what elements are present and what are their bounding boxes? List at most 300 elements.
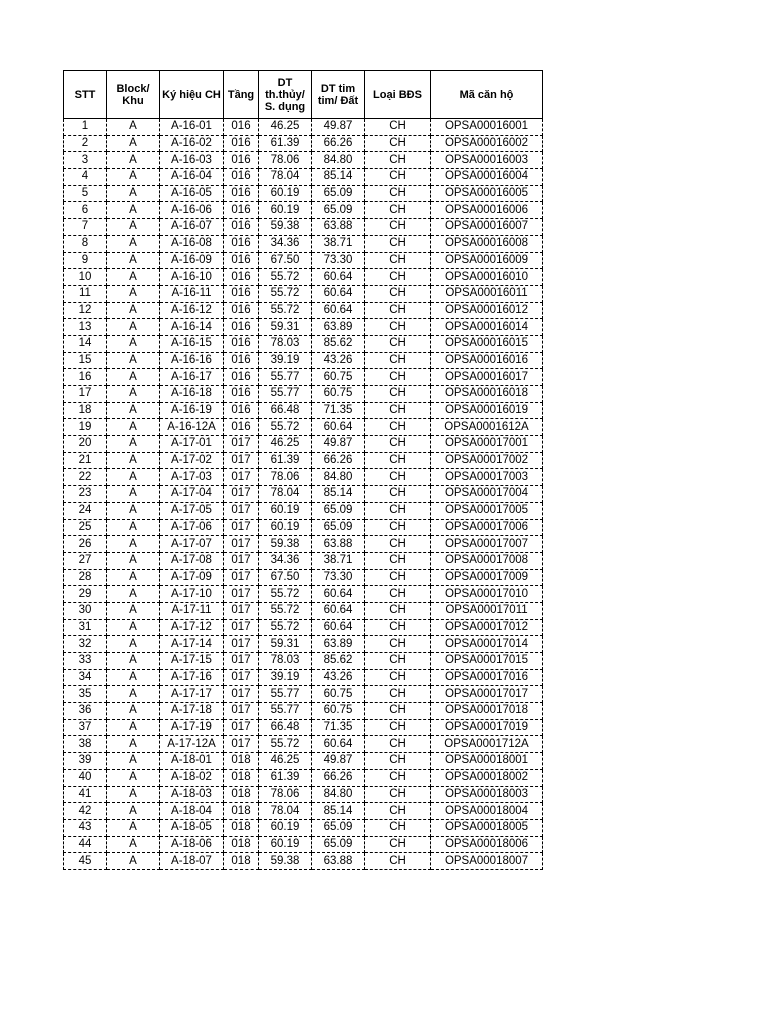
block-cell: A (107, 536, 160, 553)
apt-id-cell: OPSA00016019 (431, 402, 543, 419)
block-cell: A (107, 602, 160, 619)
apt-id-cell: OPSA00018006 (431, 836, 543, 853)
stt-cell: 4 (64, 169, 107, 186)
stt-cell: 35 (64, 686, 107, 703)
floor-cell: 016 (224, 119, 259, 136)
stt-cell: 26 (64, 536, 107, 553)
header-stt: STT (64, 71, 107, 119)
code-cell: A-17-02 (160, 452, 224, 469)
area-wall-cell: 60.64 (312, 269, 365, 286)
stt-cell: 9 (64, 252, 107, 269)
area-use-cell: 59.38 (259, 219, 312, 236)
header-area-use: DT th.thủy/ S. dụng (259, 71, 312, 119)
block-cell: A (107, 719, 160, 736)
code-cell: A-16-12A (160, 419, 224, 436)
stt-cell: 44 (64, 836, 107, 853)
area-wall-cell: 84.80 (312, 469, 365, 486)
stt-cell: 12 (64, 302, 107, 319)
floor-cell: 016 (224, 386, 259, 403)
block-cell: A (107, 753, 160, 770)
block-cell: A (107, 335, 160, 352)
apt-id-cell: OPSA00017016 (431, 669, 543, 686)
area-use-cell: 55.77 (259, 703, 312, 720)
area-wall-cell: 71.35 (312, 402, 365, 419)
floor-cell: 016 (224, 235, 259, 252)
table-row (64, 753, 543, 770)
type-cell: CH (365, 836, 431, 853)
apartment-table (63, 70, 543, 870)
apt-id-cell: OPSA00016008 (431, 235, 543, 252)
block-cell: A (107, 853, 160, 870)
area-use-cell: 55.72 (259, 302, 312, 319)
header-area-wall: DT tim tim/ Đất (312, 71, 365, 119)
block-cell: A (107, 352, 160, 369)
area-use-cell: 66.48 (259, 719, 312, 736)
apt-id-cell: OPSA00017005 (431, 502, 543, 519)
table-row (64, 602, 543, 619)
stt-cell: 45 (64, 853, 107, 870)
table-row (64, 352, 543, 369)
stt-cell: 34 (64, 669, 107, 686)
type-cell: CH (365, 219, 431, 236)
table-row (64, 853, 543, 870)
code-cell: A-16-08 (160, 235, 224, 252)
area-use-cell: 59.31 (259, 636, 312, 653)
area-wall-cell: 65.09 (312, 502, 365, 519)
area-wall-cell: 49.87 (312, 753, 365, 770)
stt-cell: 13 (64, 319, 107, 336)
stt-cell: 20 (64, 436, 107, 453)
block-cell: A (107, 202, 160, 219)
area-use-cell: 59.38 (259, 536, 312, 553)
apt-id-cell: OPSA00016001 (431, 119, 543, 136)
apt-id-cell: OPSA00016003 (431, 152, 543, 169)
table-row (64, 436, 543, 453)
code-cell: A-16-14 (160, 319, 224, 336)
apt-id-cell: OPSA00017015 (431, 653, 543, 670)
floor-cell: 017 (224, 536, 259, 553)
apt-id-cell: OPSA00017018 (431, 703, 543, 720)
type-cell: CH (365, 202, 431, 219)
table-row (64, 386, 543, 403)
stt-cell: 30 (64, 602, 107, 619)
area-wall-cell: 85.62 (312, 335, 365, 352)
block-cell: A (107, 469, 160, 486)
floor-cell: 016 (224, 135, 259, 152)
apt-id-cell: OPSA00017019 (431, 719, 543, 736)
area-wall-cell: 43.26 (312, 352, 365, 369)
stt-cell: 39 (64, 753, 107, 770)
area-wall-cell: 60.64 (312, 586, 365, 603)
table-row (64, 302, 543, 319)
area-use-cell: 78.03 (259, 653, 312, 670)
block-cell: A (107, 502, 160, 519)
area-use-cell: 55.72 (259, 586, 312, 603)
stt-cell: 19 (64, 419, 107, 436)
apt-id-cell: OPSA00017007 (431, 536, 543, 553)
block-cell: A (107, 486, 160, 503)
type-cell: CH (365, 653, 431, 670)
area-wall-cell: 60.75 (312, 386, 365, 403)
block-cell: A (107, 669, 160, 686)
apt-id-cell: OPSA00016011 (431, 285, 543, 302)
area-wall-cell: 71.35 (312, 719, 365, 736)
table-row (64, 419, 543, 436)
table-row (64, 452, 543, 469)
block-cell: A (107, 419, 160, 436)
area-wall-cell: 66.26 (312, 452, 365, 469)
code-cell: A-16-19 (160, 402, 224, 419)
code-cell: A-16-05 (160, 185, 224, 202)
floor-cell: 017 (224, 703, 259, 720)
area-use-cell: 55.72 (259, 285, 312, 302)
table-row (64, 319, 543, 336)
area-wall-cell: 85.14 (312, 486, 365, 503)
stt-cell: 32 (64, 636, 107, 653)
stt-cell: 17 (64, 386, 107, 403)
code-cell: A-18-02 (160, 769, 224, 786)
floor-cell: 017 (224, 686, 259, 703)
area-wall-cell: 66.26 (312, 769, 365, 786)
apt-id-cell: OPSA00017014 (431, 636, 543, 653)
block-cell: A (107, 302, 160, 319)
area-wall-cell: 49.87 (312, 119, 365, 136)
type-cell: CH (365, 419, 431, 436)
table-row (64, 836, 543, 853)
header-code: Ký hiệu CH (160, 71, 224, 119)
floor-cell: 016 (224, 285, 259, 302)
table-row (64, 119, 543, 136)
area-use-cell: 60.19 (259, 819, 312, 836)
stt-cell: 23 (64, 486, 107, 503)
area-wall-cell: 84.80 (312, 786, 365, 803)
stt-cell: 31 (64, 619, 107, 636)
stt-cell: 36 (64, 703, 107, 720)
type-cell: CH (365, 786, 431, 803)
table-row (64, 335, 543, 352)
area-use-cell: 78.04 (259, 169, 312, 186)
code-cell: A-16-11 (160, 285, 224, 302)
area-use-cell: 78.04 (259, 486, 312, 503)
floor-cell: 017 (224, 436, 259, 453)
area-wall-cell: 65.09 (312, 202, 365, 219)
apt-id-cell: OPSA00016017 (431, 369, 543, 386)
code-cell: A-16-16 (160, 352, 224, 369)
stt-cell: 7 (64, 219, 107, 236)
apt-id-cell: OPSA00018002 (431, 769, 543, 786)
code-cell: A-16-07 (160, 219, 224, 236)
apt-id-cell: OPSA00016009 (431, 252, 543, 269)
area-wall-cell: 85.14 (312, 803, 365, 820)
floor-cell: 017 (224, 602, 259, 619)
floor-cell: 017 (224, 486, 259, 503)
type-cell: CH (365, 803, 431, 820)
area-use-cell: 60.19 (259, 519, 312, 536)
area-use-cell: 61.39 (259, 135, 312, 152)
type-cell: CH (365, 119, 431, 136)
type-cell: CH (365, 386, 431, 403)
type-cell: CH (365, 486, 431, 503)
block-cell: A (107, 686, 160, 703)
apt-id-cell: OPSA00017002 (431, 452, 543, 469)
type-cell: CH (365, 736, 431, 753)
area-wall-cell: 60.64 (312, 302, 365, 319)
type-cell: CH (365, 636, 431, 653)
stt-cell: 27 (64, 552, 107, 569)
floor-cell: 016 (224, 152, 259, 169)
floor-cell: 017 (224, 586, 259, 603)
type-cell: CH (365, 719, 431, 736)
block-cell: A (107, 119, 160, 136)
area-use-cell: 61.39 (259, 452, 312, 469)
block-cell: A (107, 552, 160, 569)
apt-id-cell: OPSA0001612A (431, 419, 543, 436)
type-cell: CH (365, 819, 431, 836)
type-cell: CH (365, 335, 431, 352)
type-cell: CH (365, 552, 431, 569)
apt-id-cell: OPSA00017008 (431, 552, 543, 569)
block-cell: A (107, 653, 160, 670)
code-cell: A-16-01 (160, 119, 224, 136)
block-cell: A (107, 235, 160, 252)
type-cell: CH (365, 185, 431, 202)
type-cell: CH (365, 319, 431, 336)
table-row (64, 219, 543, 236)
code-cell: A-18-04 (160, 803, 224, 820)
type-cell: CH (365, 235, 431, 252)
stt-cell: 41 (64, 786, 107, 803)
area-wall-cell: 38.71 (312, 552, 365, 569)
apt-id-cell: OPSA00017004 (431, 486, 543, 503)
floor-cell: 016 (224, 169, 259, 186)
floor-cell: 016 (224, 202, 259, 219)
stt-cell: 25 (64, 519, 107, 536)
floor-cell: 018 (224, 853, 259, 870)
table-row (64, 819, 543, 836)
area-wall-cell: 60.64 (312, 419, 365, 436)
code-cell: A-17-09 (160, 569, 224, 586)
floor-cell: 016 (224, 369, 259, 386)
code-cell: A-16-17 (160, 369, 224, 386)
code-cell: A-17-07 (160, 536, 224, 553)
block-cell: A (107, 319, 160, 336)
apt-id-cell: OPSA00018007 (431, 853, 543, 870)
header-block: Block/ Khu (107, 71, 160, 119)
floor-cell: 017 (224, 519, 259, 536)
floor-cell: 017 (224, 636, 259, 653)
floor-cell: 016 (224, 419, 259, 436)
area-wall-cell: 73.30 (312, 569, 365, 586)
area-use-cell: 60.19 (259, 502, 312, 519)
area-wall-cell: 65.09 (312, 519, 365, 536)
apt-id-cell: OPSA00018003 (431, 786, 543, 803)
type-cell: CH (365, 285, 431, 302)
stt-cell: 40 (64, 769, 107, 786)
area-wall-cell: 73.30 (312, 252, 365, 269)
block-cell: A (107, 586, 160, 603)
area-use-cell: 55.72 (259, 619, 312, 636)
header-type: Loại BĐS (365, 71, 431, 119)
table-row (64, 569, 543, 586)
code-cell: A-18-01 (160, 753, 224, 770)
area-use-cell: 78.04 (259, 803, 312, 820)
floor-cell: 017 (224, 502, 259, 519)
block-cell: A (107, 252, 160, 269)
area-use-cell: 55.72 (259, 419, 312, 436)
area-use-cell: 55.77 (259, 369, 312, 386)
apt-id-cell: OPSA00017001 (431, 436, 543, 453)
table-row (64, 486, 543, 503)
code-cell: A-17-06 (160, 519, 224, 536)
floor-cell: 017 (224, 569, 259, 586)
table-row (64, 686, 543, 703)
area-wall-cell: 38.71 (312, 235, 365, 252)
stt-cell: 1 (64, 119, 107, 136)
code-cell: A-16-18 (160, 386, 224, 403)
apt-id-cell: OPSA00016005 (431, 185, 543, 202)
type-cell: CH (365, 586, 431, 603)
stt-cell: 29 (64, 586, 107, 603)
area-use-cell: 60.19 (259, 185, 312, 202)
apt-id-cell: OPSA00017011 (431, 602, 543, 619)
block-cell: A (107, 269, 160, 286)
table-row (64, 202, 543, 219)
area-wall-cell: 60.64 (312, 602, 365, 619)
floor-cell: 017 (224, 669, 259, 686)
apt-id-cell: OPSA00016006 (431, 202, 543, 219)
code-cell: A-17-11 (160, 602, 224, 619)
apt-id-cell: OPSA00016004 (431, 169, 543, 186)
code-cell: A-17-05 (160, 502, 224, 519)
floor-cell: 017 (224, 736, 259, 753)
header-apt-id: Mã căn hộ (431, 71, 543, 119)
area-wall-cell: 65.09 (312, 185, 365, 202)
type-cell: CH (365, 619, 431, 636)
area-use-cell: 66.48 (259, 402, 312, 419)
type-cell: CH (365, 452, 431, 469)
area-use-cell: 55.72 (259, 736, 312, 753)
stt-cell: 10 (64, 269, 107, 286)
area-use-cell: 55.72 (259, 269, 312, 286)
area-wall-cell: 85.14 (312, 169, 365, 186)
block-cell: A (107, 819, 160, 836)
floor-cell: 016 (224, 252, 259, 269)
code-cell: A-16-09 (160, 252, 224, 269)
apt-id-cell: OPSA00017003 (431, 469, 543, 486)
area-use-cell: 78.06 (259, 469, 312, 486)
floor-cell: 016 (224, 219, 259, 236)
type-cell: CH (365, 686, 431, 703)
stt-cell: 37 (64, 719, 107, 736)
area-use-cell: 46.25 (259, 753, 312, 770)
stt-cell: 43 (64, 819, 107, 836)
table-row (64, 469, 543, 486)
area-use-cell: 67.50 (259, 569, 312, 586)
type-cell: CH (365, 536, 431, 553)
floor-cell: 016 (224, 335, 259, 352)
block-cell: A (107, 185, 160, 202)
floor-cell: 016 (224, 319, 259, 336)
block-cell: A (107, 219, 160, 236)
area-use-cell: 46.25 (259, 119, 312, 136)
stt-cell: 21 (64, 452, 107, 469)
block-cell: A (107, 436, 160, 453)
type-cell: CH (365, 569, 431, 586)
block-cell: A (107, 169, 160, 186)
block-cell: A (107, 135, 160, 152)
area-wall-cell: 63.88 (312, 219, 365, 236)
code-cell: A-18-06 (160, 836, 224, 853)
table-row (64, 402, 543, 419)
apt-id-cell: OPSA00017012 (431, 619, 543, 636)
floor-cell: 018 (224, 803, 259, 820)
floor-cell: 017 (224, 719, 259, 736)
block-cell: A (107, 803, 160, 820)
table-row (64, 703, 543, 720)
table-row (64, 235, 543, 252)
table-row (64, 803, 543, 820)
area-wall-cell: 65.09 (312, 836, 365, 853)
apt-id-cell: OPSA00016014 (431, 319, 543, 336)
area-use-cell: 39.19 (259, 669, 312, 686)
code-cell: A-17-17 (160, 686, 224, 703)
block-cell: A (107, 285, 160, 302)
table-row (64, 152, 543, 169)
table-row (64, 536, 543, 553)
area-use-cell: 61.39 (259, 769, 312, 786)
floor-cell: 018 (224, 836, 259, 853)
block-cell: A (107, 703, 160, 720)
stt-cell: 14 (64, 335, 107, 352)
apt-id-cell: OPSA00017010 (431, 586, 543, 603)
stt-cell: 3 (64, 152, 107, 169)
type-cell: CH (365, 352, 431, 369)
floor-cell: 017 (224, 552, 259, 569)
floor-cell: 018 (224, 753, 259, 770)
floor-cell: 016 (224, 352, 259, 369)
area-use-cell: 39.19 (259, 352, 312, 369)
area-wall-cell: 65.09 (312, 819, 365, 836)
area-wall-cell: 66.26 (312, 135, 365, 152)
apt-id-cell: OPSA00016015 (431, 335, 543, 352)
code-cell: A-17-01 (160, 436, 224, 453)
table-row (64, 653, 543, 670)
area-use-cell: 46.25 (259, 436, 312, 453)
block-cell: A (107, 519, 160, 536)
area-use-cell: 59.31 (259, 319, 312, 336)
area-use-cell: 55.77 (259, 686, 312, 703)
type-cell: CH (365, 669, 431, 686)
area-use-cell: 55.72 (259, 602, 312, 619)
apt-id-cell: OPSA00016018 (431, 386, 543, 403)
code-cell: A-17-03 (160, 469, 224, 486)
type-cell: CH (365, 753, 431, 770)
type-cell: CH (365, 135, 431, 152)
stt-cell: 16 (64, 369, 107, 386)
table-row (64, 252, 543, 269)
area-use-cell: 34.36 (259, 552, 312, 569)
table-row (64, 669, 543, 686)
floor-cell: 016 (224, 302, 259, 319)
block-cell: A (107, 152, 160, 169)
table-row (64, 619, 543, 636)
type-cell: CH (365, 519, 431, 536)
type-cell: CH (365, 853, 431, 870)
area-wall-cell: 49.87 (312, 436, 365, 453)
type-cell: CH (365, 502, 431, 519)
code-cell: A-17-08 (160, 552, 224, 569)
floor-cell: 017 (224, 469, 259, 486)
